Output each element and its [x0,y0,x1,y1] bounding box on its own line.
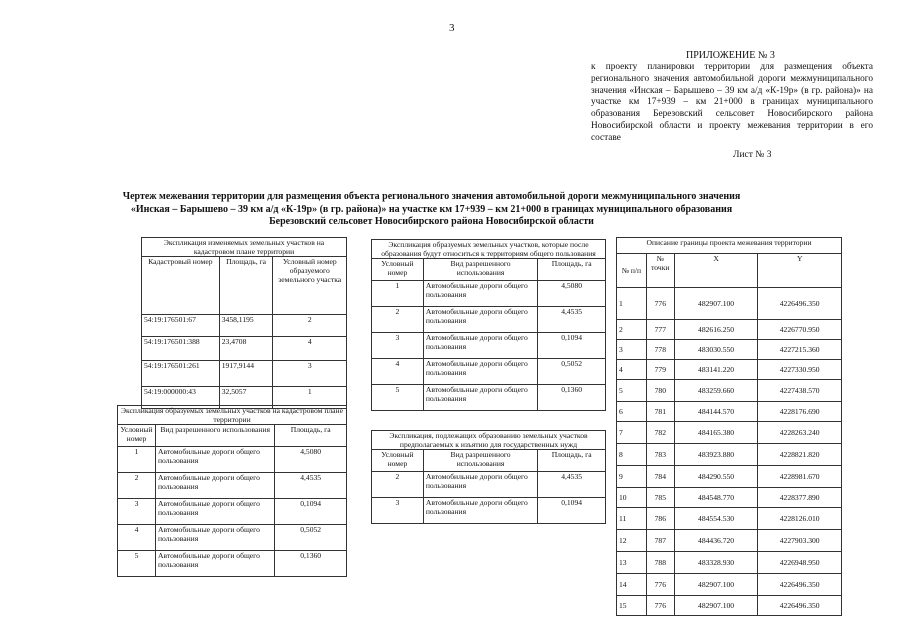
coordinate-x: 482907.100 [674,288,758,320]
coordinate-x: 483923.880 [674,444,758,466]
point-number: 786 [646,508,674,530]
seizure-parcels-table [371,430,606,524]
coordinate-y: 4228821.820 [758,444,842,466]
boundary-coordinates-table [616,237,842,616]
sheet-number: Лист № 3 [733,150,772,160]
coordinate-y: 4226770.950 [758,320,842,340]
point-number: 787 [646,530,674,552]
column-header: Вид разрешенного использования [155,425,274,447]
row-index: 11 [617,508,647,530]
area-value: 0,5052 [275,525,347,551]
coordinate-x: 484436.720 [674,530,758,552]
coordinate-x: 482616.250 [674,320,758,340]
area-value: 4,5080 [275,447,347,473]
area-value: 0,1094 [275,499,347,525]
coordinate-x: 484554.530 [674,508,758,530]
usage-type: Автомобильные дороги общего пользования [423,359,537,385]
area-value: 0,5052 [538,359,606,385]
coordinate-y: 4226496.350 [758,574,842,596]
coordinate-x: 483141.220 [674,360,758,380]
usage-type: Автомобильные дороги общего пользования [423,333,537,359]
row-index: 4 [617,360,647,380]
usage-type: Автомобильные дороги общего пользования [423,307,537,333]
usage-type: Автомобильные дороги общего пользования [155,525,274,551]
row-index: 15 [617,596,647,616]
table-row [142,361,347,387]
area-value: 4,4535 [275,473,347,499]
area-value: 23,4708 [219,337,273,361]
table-row [118,525,347,551]
parcel-number: 4 [273,337,347,361]
table-row [617,444,842,466]
coordinate-y: 4227215.360 [758,340,842,360]
parcel-number: 1 [273,387,347,409]
formed-parcels-table [117,405,347,577]
parcel-number: 3 [118,499,156,525]
appendix-title: ПРИЛОЖЕНИЕ № 3 [686,50,775,61]
usage-type: Автомобильные дороги общего пользования [155,447,274,473]
coordinate-y: 4226496.350 [758,288,842,320]
usage-type: Автомобильные дороги общего пользования [423,472,537,498]
table-row [142,337,347,361]
cadastral-number: 54:19:176501:261 [142,361,220,387]
coordinate-y: 4227330.950 [758,360,842,380]
coordinate-x: 483030.550 [674,340,758,360]
column-header: № п/п [617,254,647,288]
point-number: 781 [646,402,674,422]
point-number: 777 [646,320,674,340]
row-index: 6 [617,402,647,422]
table-row [617,320,842,340]
coordinate-x: 482907.100 [674,596,758,616]
table-row [617,488,842,508]
table-row [118,499,347,525]
area-value: 4,5080 [538,281,606,307]
coordinate-y: 4227438.570 [758,380,842,402]
point-number: 782 [646,422,674,444]
column-header: Условный номер образуемого земельного участка [273,257,347,315]
parcel-number: 2 [372,472,424,498]
parcel-number: 2 [372,307,424,333]
coordinate-y: 4226496.350 [758,596,842,616]
column-header: № точки [646,254,674,288]
table-row [617,508,842,530]
table-row [617,402,842,422]
table-caption: Экспликация изменяемых земельных участков на кадастровом плане территории [142,238,347,257]
row-index: 14 [617,574,647,596]
table-row [617,340,842,360]
table-caption: Экспликация образуемых земельных участков на кадастровом плане территории [118,406,347,425]
cadastral-number: 54:19:000000:43 [142,387,220,409]
parcel-number: 4 [118,525,156,551]
point-number: 784 [646,466,674,488]
parcel-number: 3 [372,333,424,359]
row-index: 1 [617,288,647,320]
page-number: 3 [449,22,455,34]
table-row [118,473,347,499]
appendix-text: к проекту планировки территории для размещения объекта регионального значения автомобильной дороги межмуниципального значения «Инская – Барышево – 39 км а/д «К-19р» (в гр. района)» на участке км 17+939 – км 21+000 в границах муниципального образования Березовский сельсовет Новосибирского района Новосибирской области и проекту межевания территории в его составе [591,62,873,143]
coordinate-x: 484548.770 [674,488,758,508]
row-index: 13 [617,552,647,574]
table-caption: Экспликация образуемых земельных участков, которые после образования будут относиться к территориям общего пользования [372,240,606,259]
usage-type: Автомобильные дороги общего пользования [423,498,537,524]
point-number: 788 [646,552,674,574]
coordinate-y: 4228263.240 [758,422,842,444]
parcel-number: 2 [273,315,347,337]
coordinate-x: 483259.660 [674,380,758,402]
column-header: Y [758,254,842,288]
table-row [617,422,842,444]
table-row [372,498,606,524]
table-row [118,551,347,577]
usage-type: Автомобильные дороги общего пользования [155,499,274,525]
row-index: 9 [617,466,647,488]
table-row [142,315,347,337]
row-index: 8 [617,444,647,466]
table-row [372,281,606,307]
table-row [372,333,606,359]
cadastral-number: 54:19:176501:67 [142,315,220,337]
usage-type: Автомобильные дороги общего пользования [423,281,537,307]
column-header: Условный номер [118,425,156,447]
parcel-number: 2 [118,473,156,499]
column-header: Площадь, га [275,425,347,447]
public-parcels-table [371,239,606,411]
column-header: Вид разрешенного использования [423,259,537,281]
table-row [617,574,842,596]
column-header: Условный номер [372,450,424,472]
point-number: 779 [646,360,674,380]
area-value: 0,1360 [275,551,347,577]
table-row [118,447,347,473]
point-number: 776 [646,574,674,596]
column-header: Площадь, га [219,257,273,315]
table-row [372,385,606,411]
parcel-number: 1 [118,447,156,473]
coordinate-x: 482907.100 [674,574,758,596]
coordinate-y: 4228176.690 [758,402,842,422]
table-row [617,466,842,488]
table-row [617,380,842,402]
table-row [617,596,842,616]
parcel-number: 3 [372,498,424,524]
table-caption: Описание границы проекта межевания территории [617,238,842,254]
point-number: 780 [646,380,674,402]
parcel-number: 1 [372,281,424,307]
coordinate-x: 484290.550 [674,466,758,488]
area-value: 4,4535 [538,472,606,498]
row-index: 2 [617,320,647,340]
area-value: 1917,9144 [219,361,273,387]
row-index: 3 [617,340,647,360]
point-number: 783 [646,444,674,466]
coordinate-x: 483328.930 [674,552,758,574]
coordinate-y: 4228981.670 [758,466,842,488]
column-header: Кадастровый номер [142,257,220,315]
table-caption: Экспликация, подлежащих образованию земельных участков предполагаемых к изъятию для государственных нужд [372,431,606,450]
table-row [617,360,842,380]
row-index: 12 [617,530,647,552]
table-row [617,288,842,320]
changed-parcels-table [141,237,347,409]
coordinate-x: 484165.380 [674,422,758,444]
row-index: 5 [617,380,647,402]
usage-type: Автомобильные дороги общего пользования [155,473,274,499]
table-row [372,472,606,498]
parcel-number: 4 [372,359,424,385]
area-value: 0,1094 [538,498,606,524]
parcel-number: 5 [118,551,156,577]
table-row [372,359,606,385]
point-number: 785 [646,488,674,508]
table-row [372,307,606,333]
table-row [617,552,842,574]
coordinate-y: 4226948.950 [758,552,842,574]
column-header: Условный номер [372,259,424,281]
parcel-number: 5 [372,385,424,411]
row-index: 7 [617,422,647,444]
area-value: 0,1360 [538,385,606,411]
usage-type: Автомобильные дороги общего пользования [155,551,274,577]
coordinate-y: 4227903.300 [758,530,842,552]
area-value: 0,1094 [538,333,606,359]
parcel-number: 3 [273,361,347,387]
coordinate-x: 484144.570 [674,402,758,422]
column-header: Площадь, га [538,450,606,472]
point-number: 778 [646,340,674,360]
column-header: Площадь, га [538,259,606,281]
coordinate-y: 4228377.890 [758,488,842,508]
cadastral-number: 54:19:176501:388 [142,337,220,361]
point-number: 776 [646,596,674,616]
area-value: 4,4535 [538,307,606,333]
drawing-title: Чертеж межевания территории для размещения объекта регионального значения автомобильной дороги межмуниципального значения «Инская – Барышево – 39 км а/д «К-19р» (в гр. района)» на участке км 17+939 – км 21+000 в границах муниципального образования Березовский сельсовет Новосибирского района Новосибирской области [122,191,741,227]
area-value: 32,5057 [219,387,273,409]
point-number: 776 [646,288,674,320]
coordinate-y: 4228126.010 [758,508,842,530]
row-index: 10 [617,488,647,508]
table-row [617,530,842,552]
usage-type: Автомобильные дороги общего пользования [423,385,537,411]
area-value: 3458,1195 [219,315,273,337]
column-header: X [674,254,758,288]
column-header: Вид разрешенного использования [423,450,537,472]
